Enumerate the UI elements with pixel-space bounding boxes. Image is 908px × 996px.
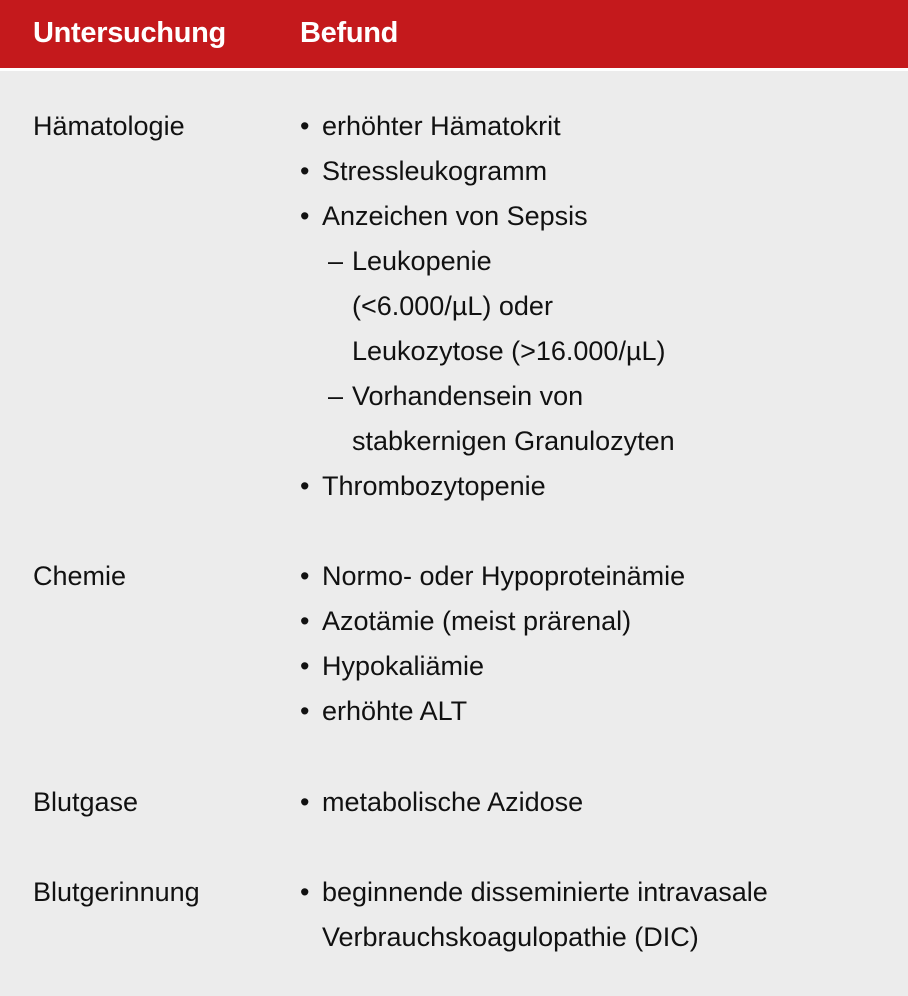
finding-text: Azotämie (meist prärenal) (322, 606, 632, 636)
column-header-befund: Befund (300, 17, 399, 49)
finding-text: erhöhte ALT (322, 696, 468, 726)
list-item (300, 915, 900, 960)
dash-icon: – (328, 246, 344, 276)
sub-finding-text-continued: stabkernigen Granulozyten (352, 426, 675, 456)
finding-text: Normo- oder Hypoproteinämie (322, 561, 686, 591)
finding-text: Thrombozytopenie (322, 471, 546, 501)
sub-finding-text: Leukopenie (352, 246, 492, 276)
list-item (300, 464, 900, 509)
bullet-icon: • (300, 201, 310, 231)
finding-text: Anzeichen von Sepsis (322, 201, 588, 231)
list-item (300, 194, 900, 239)
sub-finding-text-continued: Leukozytose (>16.000/µL) (352, 336, 666, 366)
finding-text: Hypokaliämie (322, 651, 485, 681)
findings-list (300, 104, 900, 509)
row-label: Blutgase (33, 787, 139, 817)
finding-text: Stressleukogramm (322, 156, 548, 186)
list-item (300, 419, 900, 464)
bullet-icon: • (300, 111, 310, 141)
dash-icon: – (328, 381, 344, 411)
bullet-icon: • (300, 471, 310, 501)
list-item (300, 870, 900, 915)
table-header (0, 0, 908, 71)
column-header-untersuchung: Untersuchung (33, 17, 226, 49)
list-item (300, 104, 900, 149)
bullet-icon: • (300, 787, 310, 817)
bullet-icon: • (300, 651, 310, 681)
list-item (300, 599, 900, 644)
row-label: Blutgerinnung (33, 877, 200, 907)
bullet-icon: • (300, 156, 310, 186)
findings-list (300, 780, 900, 825)
finding-text: metabolische Azidose (322, 787, 584, 817)
list-item (300, 284, 900, 329)
finding-text-continued: Verbrauchskoagulopathie (DIC) (322, 922, 699, 952)
list-item (300, 374, 900, 419)
row-label: Chemie (33, 561, 127, 591)
list-item (300, 239, 900, 284)
sub-finding-text: Vorhandensein von (352, 381, 584, 411)
bullet-icon: • (300, 877, 310, 907)
bullet-icon: • (300, 606, 310, 636)
list-item (300, 149, 900, 194)
sub-finding-text-continued: (<6.000/µL) oder (352, 291, 553, 321)
finding-text: beginnende disseminierte intravasale (322, 877, 768, 907)
list-item (300, 554, 900, 599)
list-item (300, 689, 900, 734)
bullet-icon: • (300, 696, 310, 726)
list-item (300, 644, 900, 689)
bullet-icon: • (300, 561, 310, 591)
list-item (300, 329, 900, 374)
findings-list (300, 554, 900, 734)
row-label: Hämatologie (33, 111, 185, 141)
list-item (300, 780, 900, 825)
finding-text: erhöhter Hämatokrit (322, 111, 561, 141)
findings-list (300, 870, 900, 960)
